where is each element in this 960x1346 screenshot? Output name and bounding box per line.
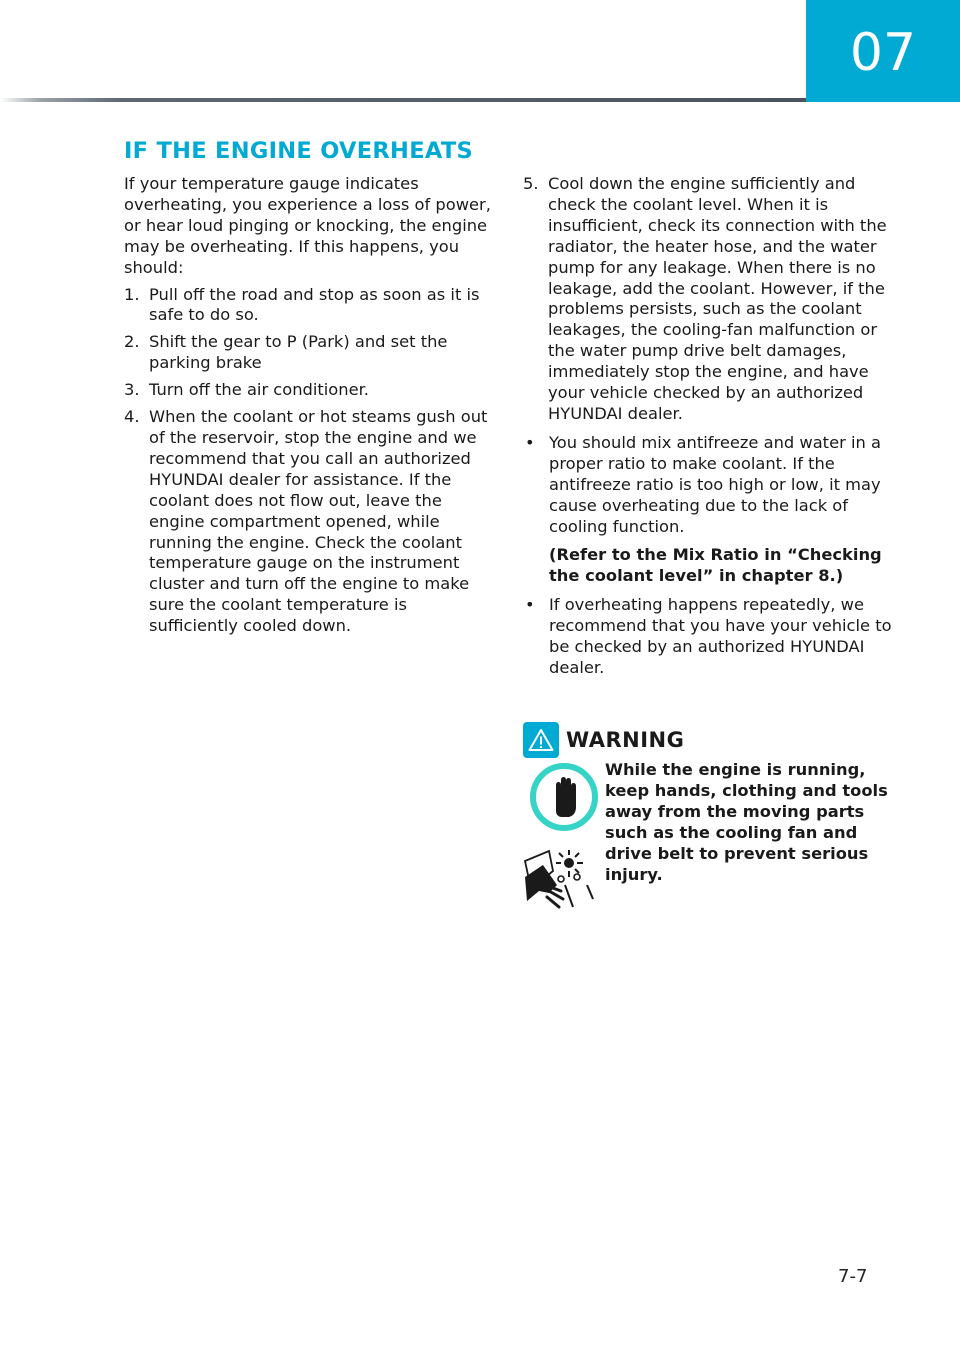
warning-pictograms (523, 763, 599, 917)
bullet-text: You should mix antifreeze and water in a proper ratio to make coolant. If the antifreeze ratio is too high or low, it may cause overheating due to the lack of cooling function. (549, 432, 881, 536)
step-number: 2. (124, 332, 140, 352)
step-item (124, 407, 494, 637)
bullet-symbol: • (525, 432, 535, 452)
fan-hand-icon (523, 841, 599, 913)
bullet-symbol: • (525, 595, 535, 615)
bullet-item (523, 595, 895, 679)
warning-triangle-icon (523, 722, 559, 758)
intro-paragraph: If your temperature gauge indicates overheating, you experience a loss of power, or hear loud pinging or knocking, the engine may be overheating. If this happens, you should: (124, 174, 491, 277)
section-title: IF THE ENGINE OVERHEATS (124, 138, 473, 164)
header-rule (0, 98, 806, 102)
step-number: 1. (124, 284, 140, 304)
step-number: 5. (523, 174, 539, 193)
step-text: When the coolant or hot steams gush out of the reservoir, stop the engine and we recommend that you call an authorized HYUNDAI dealer for assistance. If the coolant does not flow out, leave the engine compartment opened, while running the engine. Check the coolant temperature gauge on the instrument cluster and turn off the engine to make sure the coolant temperature is sufficiently cooled down. (149, 407, 488, 636)
page-number: 7-7 (838, 1266, 868, 1287)
right-column (523, 174, 895, 685)
chapter-tab: 07 (806, 0, 960, 102)
warning-header (523, 722, 684, 758)
step-item (523, 174, 895, 425)
step-text: Turn off the air conditioner. (149, 380, 369, 400)
bullet-item (523, 433, 895, 587)
bullet-note: (Refer to the Mix Ratio in “Checking the coolant level” in chapter 8.) (549, 545, 882, 586)
step-number: 4. (124, 407, 140, 427)
left-column (124, 174, 494, 643)
step-number: 3. (124, 380, 140, 400)
step-item (124, 380, 494, 401)
warning-label: WARNING (566, 728, 685, 752)
step-text: Shift the gear to P (Park) and set the parking brake (149, 332, 448, 373)
warning-text: While the engine is running, keep hands, clothing and tools away from the moving parts such as the cooling fan and drive belt to prevent serious injury. (605, 760, 888, 884)
step-item (124, 332, 494, 374)
step-text: Pull off the road and stop as soon as it is safe to do so. (149, 284, 480, 325)
step-text: Cool down the engine sufficiently and check the coolant level. When it is insufficient, check its connection with the radiator, the heater hose, and the water pump for any leakage. When there is no leakage, add the coolant. However, if the problems persists, such as the coolant leakages, the cooling-fan malfunction or the water pump drive belt damages, immediately stop the engine, and have your vehicle checked by an authorized HYUNDAI dealer. (548, 174, 887, 423)
no-hand-icon (523, 763, 599, 835)
bullet-text: If overheating happens repeatedly, we recommend that you have your vehicle to be checked by an authorized HYUNDAI dealer. (549, 595, 892, 677)
step-item (124, 285, 494, 327)
